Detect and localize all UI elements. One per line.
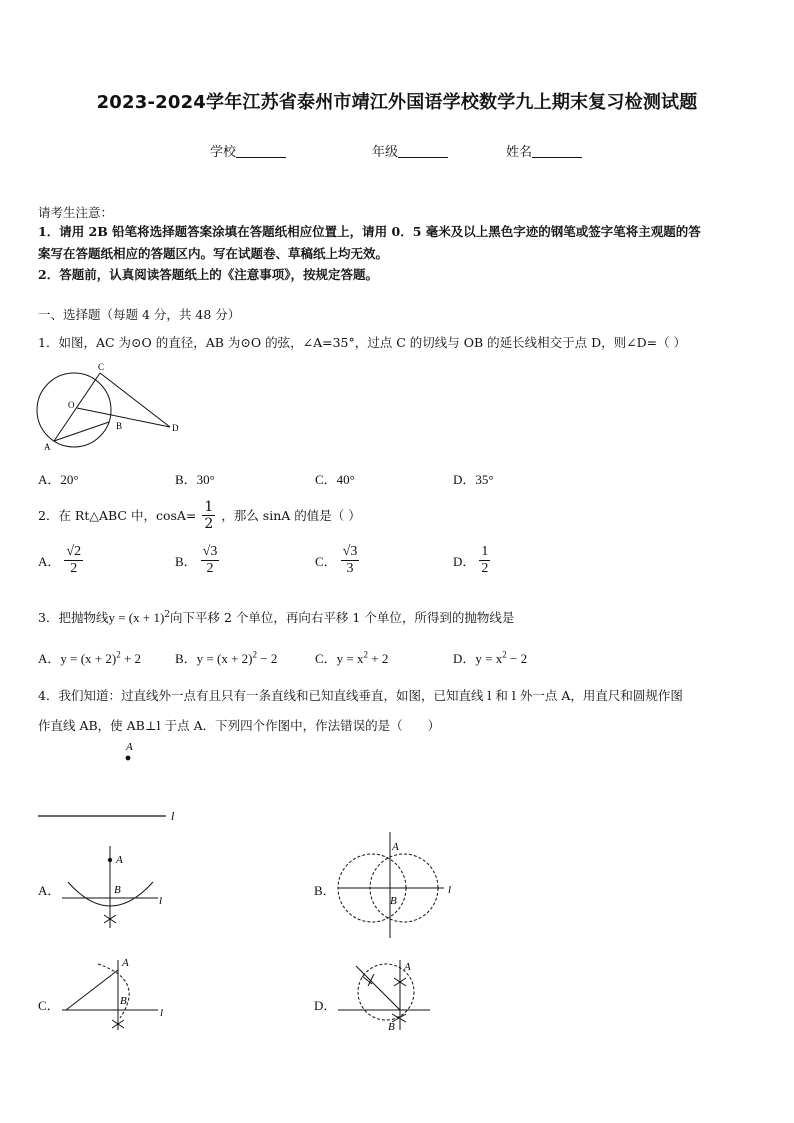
q2-stem-pre: 2．在 Rt△ABC 中，cosA= xyxy=(38,507,197,523)
q3-option-c-sup: 2 xyxy=(363,649,369,660)
q1-circle-figure xyxy=(34,360,194,455)
q3-stem-expr: y = (x + 1) xyxy=(108,610,165,626)
q3-option-b-sup: 2 xyxy=(252,649,257,660)
label-a: A xyxy=(44,442,51,452)
q2-option-b-den: 2 xyxy=(206,561,214,576)
q3-stem-pre: 3．把抛物线 xyxy=(38,610,109,626)
notice-item-1-line-2: 案写在答题纸相应的答题区内。写在试题卷、草稿纸上均无效。 xyxy=(38,246,389,261)
q4-option-a[interactable]: A． xyxy=(38,883,61,898)
q2-option-c-num: √3 xyxy=(342,544,358,559)
q2-option-a-den: 2 xyxy=(70,561,78,576)
q2-option-c-fraction xyxy=(341,544,360,577)
fig-a-label-b: B xyxy=(114,884,121,896)
q4-figure-b xyxy=(334,830,464,940)
q3-option-c[interactable] xyxy=(315,648,388,667)
q3-option-d[interactable] xyxy=(453,648,527,667)
q4-figure-a xyxy=(58,840,178,930)
q1-option-a[interactable]: A．20° xyxy=(38,472,79,487)
name-blank[interactable] xyxy=(532,143,582,158)
q2-option-a-fraction xyxy=(64,544,83,577)
grade-label: 年级 xyxy=(372,145,399,160)
label-d: D xyxy=(172,423,179,433)
q2-option-a-letter: A． xyxy=(38,554,61,569)
q4-figure-d xyxy=(334,952,444,1034)
fig-a-label-a: A xyxy=(116,854,123,866)
q4-stem-line-1: 4．我们知道：过直线外一点有且只有一条直线和已知直线垂直，如图，已知直线 l 和 l 外一点 A，用直尺和圆规作图 xyxy=(38,688,683,703)
fig-c-label-l: l xyxy=(160,1007,164,1019)
page-title: 2023-2024学年江苏省泰州市靖江外国语学校数学九上期末复习检测试题 xyxy=(96,92,698,113)
chord-ab xyxy=(54,422,109,441)
q2-fraction xyxy=(202,499,215,532)
q3-option-d-letter: D． xyxy=(453,651,476,666)
q2-fraction-den: 2 xyxy=(204,515,214,532)
point-a xyxy=(126,756,131,761)
q2-option-d-fraction xyxy=(479,544,490,577)
grade-blank[interactable] xyxy=(398,143,448,158)
line-od xyxy=(77,408,170,427)
name-label: 姓名 xyxy=(506,145,533,160)
label-c: C xyxy=(98,362,105,372)
name-field[interactable] xyxy=(506,141,582,160)
q3-option-b-letter: B． xyxy=(175,651,197,666)
q1-stem: 1．如图，AC 为⊙O 的直径，AB 为⊙O 的弦，∠A=35°，过点 C 的切线与 OB 的延长线相交于点 D，则∠D=（ ） xyxy=(38,335,687,350)
school-label: 学校 xyxy=(210,145,237,160)
q4-stem-line-2: 作直线 AB，使 AB⊥l 于点 A．下列四个作图中，作法错误的是（ ） xyxy=(38,718,441,733)
q2-option-d-letter: D． xyxy=(453,554,476,569)
q2-stem xyxy=(38,494,361,536)
circle-o xyxy=(37,373,111,447)
q2-option-b-letter: B． xyxy=(175,554,197,569)
q2-option-c-den: 3 xyxy=(346,561,354,576)
tangent-cd xyxy=(100,373,170,427)
q4-figure-c xyxy=(58,952,178,1034)
q2-option-d[interactable] xyxy=(453,544,490,577)
q2-option-a[interactable] xyxy=(38,544,83,577)
q1-option-c[interactable]: C．40° xyxy=(315,472,355,487)
q3-option-b[interactable] xyxy=(175,648,277,667)
q2-option-b-num: √3 xyxy=(202,544,218,559)
q2-option-b-fraction xyxy=(201,544,220,577)
q3-option-a-letter: A． xyxy=(38,651,61,666)
q3-option-d-sup: 2 xyxy=(502,649,507,660)
point-a-label: A xyxy=(126,741,133,753)
q3-option-c-tail: + 2 xyxy=(368,651,389,666)
fig-b-label-b: B xyxy=(390,895,397,907)
q3-option-a-expr: y = (x + 2) xyxy=(60,651,117,666)
q3-option-b-expr: y = (x + 2) xyxy=(196,651,253,666)
q3-stem-sup: 2 xyxy=(164,610,171,620)
q3-option-c-letter: C． xyxy=(315,651,337,666)
fig-b-label-a: A xyxy=(392,841,399,853)
q3-stem-post: 向下平移 2 个单位，再向右平移 1 个单位，所得到的抛物线是 xyxy=(170,610,515,626)
q4-option-b[interactable]: B． xyxy=(314,883,336,898)
label-b: B xyxy=(116,421,123,431)
q3-stem xyxy=(38,606,514,627)
q4-option-d[interactable]: D． xyxy=(314,998,337,1013)
label-o: O xyxy=(68,400,75,410)
fig-a-label-l: l xyxy=(159,895,163,907)
fig-b-label-l: l xyxy=(448,884,452,896)
q4-option-c[interactable]: C． xyxy=(38,998,60,1013)
q2-stem-post: ，那么 sinA 的值是（ ） xyxy=(221,507,361,523)
section-heading: 一、选择题（每题 4 分，共 48 分） xyxy=(38,307,241,322)
fig-c-label-a: A xyxy=(122,957,129,969)
q4-main-figure xyxy=(34,738,194,828)
q3-option-d-expr: y = x xyxy=(475,651,503,666)
school-blank[interactable] xyxy=(236,143,286,158)
notice-heading: 请考生注意： xyxy=(38,205,114,220)
q1-option-d[interactable]: D．35° xyxy=(453,472,494,487)
q3-option-a[interactable] xyxy=(38,648,141,667)
q3-option-b-tail: − 2 xyxy=(257,651,278,666)
school-field[interactable] xyxy=(210,141,286,160)
diameter-ac xyxy=(54,373,100,441)
q2-option-d-num: 1 xyxy=(481,544,489,559)
q3-option-c-expr: y = x xyxy=(336,651,364,666)
q3-option-a-sup: 2 xyxy=(116,649,121,660)
q2-option-b[interactable] xyxy=(175,544,219,577)
fig-d-label-a: A xyxy=(404,961,411,973)
notice-item-2: 2．答题前，认真阅读答题纸上的《注意事项》，按规定答题。 xyxy=(38,267,378,282)
fig-d-label-b: B xyxy=(388,1021,395,1033)
line-l-label: l xyxy=(171,809,175,823)
q2-option-d-den: 2 xyxy=(481,561,489,576)
grade-field[interactable] xyxy=(372,141,448,160)
notice-item-1-line-1: 1．请用 2B 铅笔将选择题答案涂填在答题纸相应位置上，请用 0．5 毫米及以上黑色字迹的钢笔或签字笔将主观题的答 xyxy=(38,224,701,239)
q3-option-a-tail: + 2 xyxy=(120,651,142,666)
fig-c-label-b: B xyxy=(120,995,127,1007)
q2-option-a-num: √2 xyxy=(66,544,82,559)
q2-option-c[interactable] xyxy=(315,544,359,577)
q2-fraction-num: 1 xyxy=(204,498,214,515)
q1-option-b[interactable]: B．30° xyxy=(175,472,215,487)
q2-option-c-letter: C． xyxy=(315,554,337,569)
q3-option-d-tail: − 2 xyxy=(506,651,528,666)
